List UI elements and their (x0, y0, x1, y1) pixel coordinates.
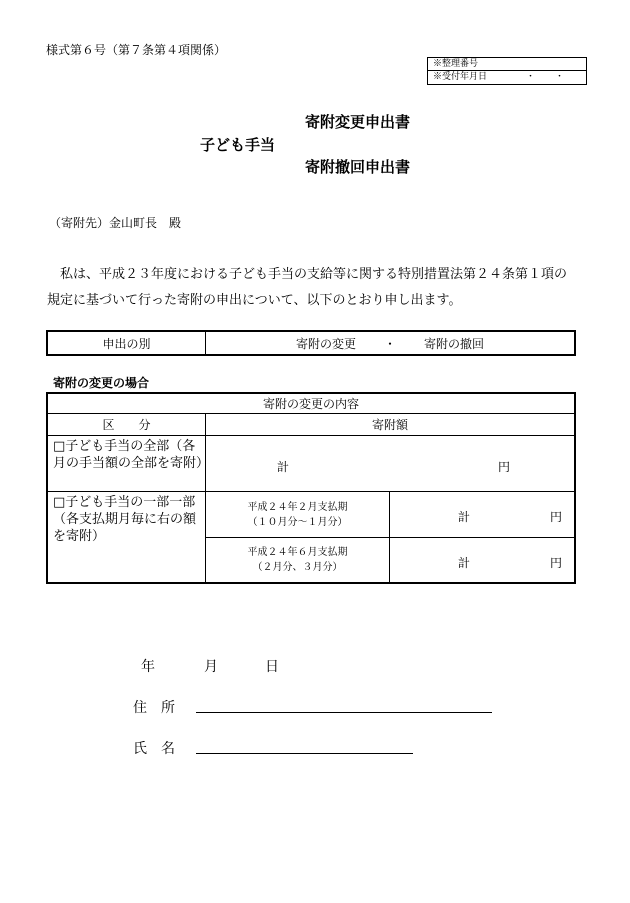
period-jun-total-label: 計 (458, 556, 471, 570)
reference-number-row (428, 58, 586, 71)
date-month-label: 月 (204, 659, 218, 675)
request-type-table (46, 330, 576, 356)
date-day-label: 日 (265, 659, 279, 675)
period-jun (206, 538, 389, 582)
table-rule (48, 435, 574, 436)
row-all-label[interactable]: □子ども手当の全部（各月の手当額の全部を寄附） (53, 439, 210, 471)
row-partial-label[interactable]: □子ども手当の一部一部（各支払期月毎に右の額を寄附） (53, 495, 197, 544)
title-change: 寄附変更申出書 (305, 113, 411, 131)
row-all-total-label: 計 (277, 460, 290, 474)
request-type-label: 申出の別 (48, 332, 206, 354)
name-field[interactable] (196, 753, 413, 754)
address-label: 住 所 (133, 700, 175, 716)
received-date-label: ※受付年月日 (433, 72, 488, 82)
change-table (46, 392, 576, 584)
col-category-header: 区 分 (102, 418, 151, 432)
row-all-yen: 円 (498, 460, 511, 474)
period-jun-yen: 円 (550, 556, 563, 570)
name-label: 氏 名 (133, 741, 175, 757)
table-rule (389, 491, 390, 582)
request-type-options (206, 332, 574, 354)
addressee: （寄附先）金山町長 殿 (49, 216, 182, 230)
date-dot: ・ (526, 72, 536, 82)
date-dot: ・ (555, 72, 565, 82)
body-text-line2: 規定に基づいて行った寄附の申出について、以下のとおり申し出ます。 (47, 293, 462, 308)
option-separator: ・ (383, 336, 396, 351)
period-jun-line1: 平成２４年６月支払期 (247, 547, 348, 558)
office-use-box (427, 57, 587, 85)
form-number: 様式第６号（第７条第４項関係） (46, 43, 227, 57)
title-prefix: 子ども手当 (200, 136, 276, 154)
period-feb-total-label: 計 (458, 510, 471, 524)
option-withdraw[interactable]: 寄附の撤回 (424, 336, 485, 351)
period-feb-line1: 平成２４年２月支払期 (247, 501, 348, 513)
col-amount-header: 寄附額 (371, 418, 408, 432)
received-date-row (428, 71, 586, 84)
period-jun-line2: （２月分、３月分） (252, 562, 343, 573)
date-year-label: 年 (141, 659, 155, 675)
change-section-title: 寄附の変更の場合 (53, 376, 150, 390)
title-withdraw: 寄附撤回申出書 (305, 158, 411, 176)
option-change[interactable]: 寄附の変更 (295, 336, 356, 351)
period-feb-line2: （１０月分～１月分） (247, 516, 348, 528)
reference-number-label: ※整理番号 (433, 59, 479, 69)
change-table-header: 寄附の変更の内容 (262, 397, 359, 411)
period-feb-yen: 円 (550, 510, 563, 524)
period-feb (206, 492, 389, 537)
body-text-line1: 私は、平成２３年度における子ども手当の支給等に関する特別措置法第２４条第１項の (60, 267, 568, 282)
address-field[interactable] (196, 712, 492, 713)
